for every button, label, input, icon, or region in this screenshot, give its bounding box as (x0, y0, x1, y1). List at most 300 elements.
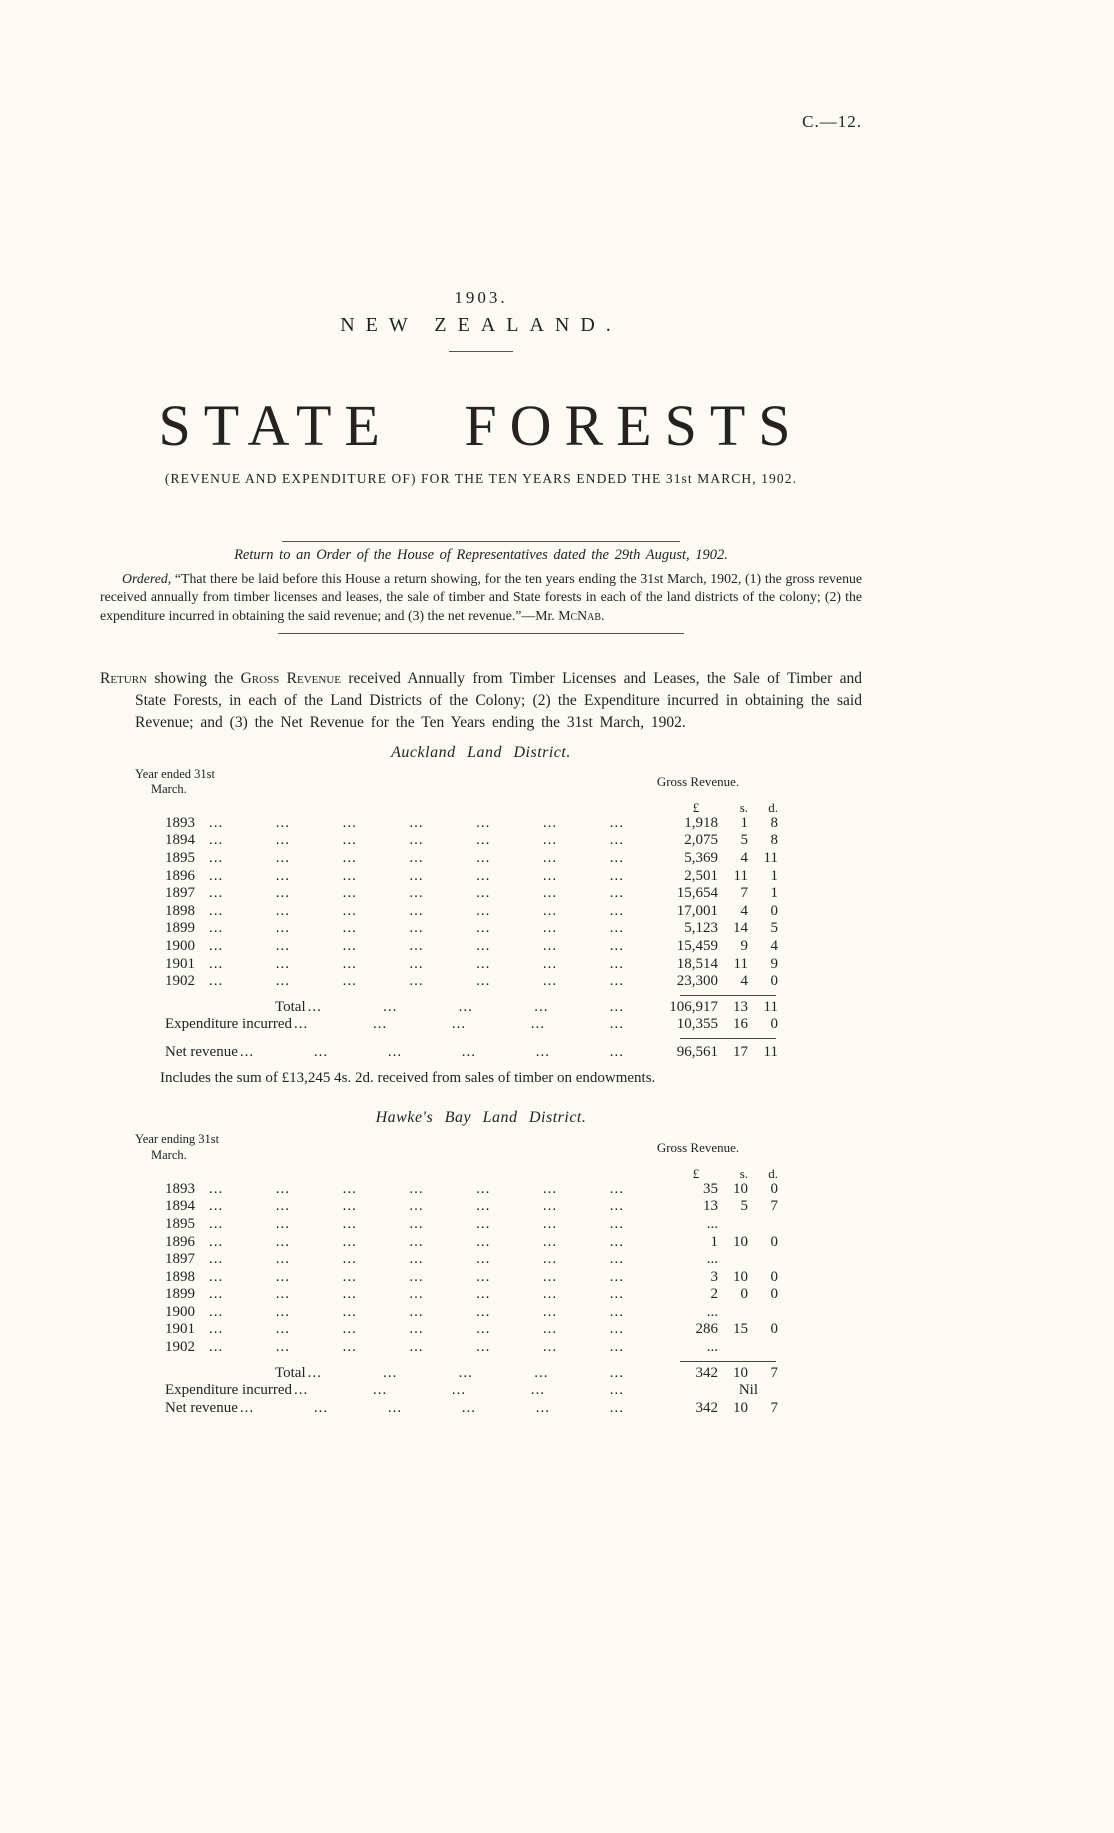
dot-group: ... (209, 1286, 224, 1303)
amount-pence: 11 (763, 998, 778, 1015)
return-rest: received Annually from Timber Licenses and Leases, the Sale of Timber and State Forests, in each of the Land Districts of the Colony; (2) the Expenditure incurred in obtaining the said Revenue; and (3) the Net Revenue for the Ten Years ending the 31st March, 1902. (135, 670, 863, 731)
dot-group: ... (275, 1180, 291, 1197)
amount-pence: 4 (770, 937, 778, 954)
dot-group: ... (275, 1286, 291, 1303)
dot-group: ... (535, 1399, 551, 1416)
year-label: 1897 (165, 885, 195, 902)
dot-group: ... (342, 1303, 357, 1320)
dot-group: ... (209, 955, 224, 972)
amount-pounds: 23,300 (676, 973, 718, 990)
amount-shillings: 16 (733, 1016, 748, 1033)
dot-group: ... (451, 1382, 467, 1399)
dot-leaders (207, 868, 640, 886)
dot-group: ... (476, 1339, 491, 1356)
dot-group: ... (409, 1339, 424, 1356)
dot-group: ... (209, 1303, 224, 1320)
amount-pounds: 3 (710, 1268, 718, 1285)
dot-group: ... (209, 867, 224, 884)
dot-group: ... (542, 920, 558, 937)
dot-group: ... (476, 1180, 491, 1197)
table-row (135, 956, 778, 974)
ordered-member-name: McNab (558, 607, 601, 623)
dot-group: ... (342, 955, 357, 972)
year-label: 1896 (165, 1233, 195, 1250)
dot-leaders (292, 1382, 640, 1400)
dot-group: ... (542, 814, 558, 831)
dot-group: ... (383, 998, 398, 1015)
dot-group: ... (275, 1268, 291, 1285)
total-row (135, 999, 778, 1017)
amount-pounds: 13 (703, 1198, 718, 1215)
section-rule-2 (278, 633, 684, 634)
dot-group: ... (275, 1233, 291, 1250)
dot-group: ... (609, 1043, 624, 1060)
table-row (135, 1198, 778, 1216)
net-revenue-row (135, 1400, 778, 1418)
dot-group: ... (530, 1016, 546, 1033)
table-row (135, 1286, 778, 1304)
amount-pounds: 15,459 (676, 937, 718, 954)
dot-group: ... (275, 832, 291, 849)
year-column-line2: March. (151, 1148, 187, 1163)
dot-group: ... (342, 814, 357, 831)
hawkes-bay-revenue-table (135, 1132, 778, 1417)
dot-group: ... (476, 867, 491, 884)
year-label: 1898 (165, 902, 195, 919)
dot-group: ... (372, 1382, 388, 1399)
amount-pounds: 2,075 (684, 832, 718, 849)
table-row (135, 1216, 778, 1234)
dot-group: ... (542, 1233, 558, 1250)
table-row (135, 1339, 778, 1357)
amount-pounds: ... (706, 1251, 718, 1268)
dot-group: ... (275, 1339, 291, 1356)
gross-revenue-header: Gross Revenue. (656, 774, 740, 790)
dot-group: ... (542, 867, 558, 884)
amount-shillings: 5 (740, 832, 748, 849)
amount-shillings: 5 (740, 1198, 748, 1215)
amount-pounds: ... (706, 1339, 718, 1356)
dot-group: ... (476, 902, 491, 919)
expenditure-row (135, 1382, 778, 1400)
year-label: 1900 (165, 1303, 195, 1320)
dot-leaders (207, 1234, 640, 1252)
dot-group: ... (307, 998, 322, 1015)
order-heading: Return to an Order of the House of Representatives dated the 29th August, 1902. (234, 547, 728, 563)
dot-group: ... (609, 1180, 624, 1197)
table-body (135, 815, 778, 991)
amount-pounds: 10,355 (676, 1016, 718, 1033)
year-label: 1894 (165, 832, 195, 849)
dot-leaders (207, 1304, 640, 1322)
country-heading: NEW ZEALAND. (340, 314, 622, 336)
dot-leaders (207, 956, 640, 974)
dot-group: ... (209, 885, 224, 902)
dot-group: ... (275, 867, 291, 884)
amount-pounds: ... (706, 1215, 718, 1232)
amount-pounds: ... (706, 1303, 718, 1320)
dot-group: ... (451, 1016, 467, 1033)
table-row (135, 938, 778, 956)
dot-group: ... (342, 1233, 357, 1250)
amount-pence: 11 (763, 849, 778, 866)
amount-pence: 8 (770, 814, 778, 831)
dot-group: ... (461, 1043, 477, 1060)
amount-pence: 0 (770, 1286, 778, 1303)
dot-group: ... (342, 937, 357, 954)
dot-leaders (207, 1339, 640, 1357)
dot-group: ... (534, 998, 549, 1015)
pence-header: d. (768, 1165, 778, 1181)
dot-group: ... (409, 937, 424, 954)
dot-group: ... (476, 1233, 491, 1250)
amount-shillings: 10 (733, 1364, 748, 1381)
year-label: 1902 (165, 1339, 195, 1356)
amount-shillings: 14 (733, 920, 748, 937)
page-title: STATE FORESTS (158, 393, 804, 458)
amount-shillings: 11 (733, 955, 748, 972)
year-label: 1902 (165, 973, 195, 990)
dot-group: ... (209, 902, 224, 919)
dot-leaders (207, 1321, 640, 1339)
year-column-header (135, 1132, 219, 1163)
dot-group: ... (275, 1303, 291, 1320)
year-label: 1897 (165, 1251, 195, 1268)
net-revenue-row (135, 1044, 778, 1062)
dot-group: ... (209, 1321, 224, 1338)
dot-group: ... (609, 1286, 624, 1303)
currency-header-row (135, 1166, 778, 1181)
dot-group: ... (609, 1233, 624, 1250)
dot-group: ... (209, 973, 224, 990)
ordered-body: “That there be laid before this House a return showing, for the ten years ending the 31st March, 1902, (1) the gross revenue received annually from timber licenses and leases, the sale of timber and State forests in each of the land districts of the colony; (2) the expenditure incurred in obtaining the said revenue; and (3) the net revenue.”—Mr. (100, 571, 862, 623)
year-label: 1895 (165, 849, 195, 866)
dot-group: ... (409, 814, 424, 831)
dot-group: ... (609, 885, 624, 902)
document-reference: C.—12. (802, 112, 862, 131)
table-row (135, 1304, 778, 1322)
pounds-header: £ (692, 1165, 700, 1181)
auckland-revenue-table (135, 767, 778, 1062)
dot-leaders (207, 938, 640, 956)
amount-shillings: 13 (733, 998, 748, 1015)
dot-group: ... (458, 998, 473, 1015)
district-heading-hawkes-bay: Hawke's Bay Land District. (375, 1109, 587, 1127)
pence-header: d. (768, 799, 778, 815)
dot-group: ... (609, 867, 624, 884)
table-row (135, 832, 778, 850)
net-rule (680, 1038, 776, 1039)
dot-leaders (207, 885, 640, 903)
dot-group: ... (294, 1016, 309, 1033)
dot-leaders (306, 999, 640, 1017)
amount-pounds: 1 (710, 1233, 718, 1250)
dot-group: ... (458, 1364, 473, 1381)
year-label: 1901 (165, 1321, 195, 1338)
dot-group: ... (476, 814, 491, 831)
amount-pence: 0 (770, 1321, 778, 1338)
dot-group: ... (409, 1251, 424, 1268)
dot-group: ... (534, 1364, 549, 1381)
dot-group: ... (542, 955, 558, 972)
dot-group: ... (609, 998, 624, 1015)
dot-group: ... (342, 973, 357, 990)
dot-group: ... (342, 1339, 357, 1356)
short-rule (449, 351, 513, 352)
dot-group: ... (609, 1382, 624, 1399)
amount-pence: 1 (770, 885, 778, 902)
year-label: 1899 (165, 920, 195, 937)
dot-leaders (207, 1269, 640, 1287)
year-label: 1898 (165, 1268, 195, 1285)
dot-leaders (207, 1181, 640, 1199)
amount-pounds: 342 (695, 1399, 718, 1416)
page-subtitle: (REVENUE AND EXPENDITURE OF) FOR THE TEN YEARS ENDED THE 31st MARCH, 1902. (164, 471, 798, 486)
dot-group: ... (542, 1251, 558, 1268)
dot-group: ... (342, 902, 357, 919)
total-rule (680, 995, 776, 996)
dot-leaders (207, 903, 640, 921)
amount-pounds: 5,369 (684, 849, 718, 866)
dot-group: ... (275, 902, 291, 919)
dot-group: ... (609, 1303, 624, 1320)
dot-group: ... (275, 973, 291, 990)
dot-group: ... (476, 937, 491, 954)
amount-pounds: 5,123 (684, 920, 718, 937)
dot-group: ... (209, 1268, 224, 1285)
dot-group: ... (476, 1321, 491, 1338)
dot-group: ... (209, 849, 224, 866)
dot-group: ... (409, 885, 424, 902)
dot-group: ... (275, 955, 291, 972)
dot-group: ... (542, 1198, 558, 1215)
table-row (135, 903, 778, 921)
dot-group: ... (275, 1198, 291, 1215)
amount-shillings: 17 (733, 1043, 748, 1060)
hawkes-bay-district-section (100, 1109, 862, 1417)
amount-pence: 0 (770, 1268, 778, 1285)
dot-group: ... (542, 1268, 558, 1285)
gross-revenue-header: Gross Revenue. (656, 1140, 740, 1156)
dot-group: ... (342, 1180, 357, 1197)
amount-shillings: 11 (733, 867, 748, 884)
dot-group: ... (476, 849, 491, 866)
dot-group: ... (476, 1251, 491, 1268)
dot-group: ... (476, 832, 491, 849)
dot-leaders (207, 850, 640, 868)
year-label: 1900 (165, 937, 195, 954)
expenditure-label: Expenditure incurred (165, 1382, 293, 1399)
amount-shillings: 0 (740, 1286, 748, 1303)
dot-leaders (207, 1286, 640, 1304)
dot-group: ... (542, 832, 558, 849)
dot-group: ... (530, 1382, 546, 1399)
dot-group: ... (275, 1321, 291, 1338)
session-year-heading: 1903. (454, 288, 508, 307)
table-row (135, 815, 778, 833)
table-row (135, 1321, 778, 1339)
amount-pence: 11 (763, 1043, 778, 1060)
amount-pence: 0 (770, 1180, 778, 1197)
year-column-line1: Year ending 31st (135, 1132, 220, 1147)
dot-group: ... (342, 1251, 357, 1268)
dot-group: ... (342, 1286, 357, 1303)
dot-group: ... (342, 1198, 357, 1215)
dot-group: ... (461, 1399, 477, 1416)
dot-group: ... (342, 885, 357, 902)
year-column-line1: Year ended 31st (135, 766, 215, 781)
table-row (135, 868, 778, 886)
dot-group: ... (476, 1286, 491, 1303)
dot-leaders (292, 1016, 640, 1034)
total-label: Total (275, 1364, 306, 1381)
year-label: 1901 (165, 955, 195, 972)
table-row (135, 850, 778, 868)
year-label: 1899 (165, 1286, 195, 1303)
dot-group: ... (409, 832, 424, 849)
amount-pence: 0 (770, 902, 778, 919)
shillings-header: s. (739, 799, 748, 815)
amount-shillings: 1 (740, 814, 748, 831)
year-label: 1896 (165, 867, 195, 884)
dot-group: ... (313, 1043, 329, 1060)
amount-shillings: 10 (733, 1268, 748, 1285)
dot-group: ... (609, 955, 624, 972)
dot-group: ... (476, 885, 491, 902)
dot-group: ... (275, 849, 291, 866)
dot-group: ... (609, 1399, 624, 1416)
dot-group: ... (535, 1043, 551, 1060)
amount-shillings: 15 (733, 1321, 748, 1338)
year-label: 1893 (165, 814, 195, 831)
dot-group: ... (609, 1364, 624, 1381)
dot-group: ... (209, 832, 224, 849)
dot-group: ... (542, 1286, 558, 1303)
dot-group: ... (409, 1321, 424, 1338)
amount-shillings: 4 (740, 902, 748, 919)
dot-group: ... (275, 814, 291, 831)
dot-group: ... (609, 937, 624, 954)
dot-group: ... (383, 1364, 398, 1381)
return-paragraph (100, 668, 862, 733)
dot-group: ... (387, 1399, 403, 1416)
amount-pounds: 18,514 (676, 955, 718, 972)
dot-group: ... (342, 920, 357, 937)
pounds-header: £ (692, 799, 700, 815)
table-header (135, 1132, 778, 1163)
dot-leaders (207, 1216, 640, 1234)
amount-shillings: 4 (740, 849, 748, 866)
table-header (135, 767, 778, 798)
amount-pounds: 342 (695, 1364, 718, 1381)
year-label: 1895 (165, 1215, 195, 1232)
expenditure-row (135, 1016, 778, 1034)
dot-group: ... (209, 1251, 224, 1268)
amount-pounds: 96,561 (676, 1043, 718, 1060)
ordered-paragraph (100, 570, 862, 625)
net-revenue-label: Net revenue (165, 1399, 238, 1416)
table-row (135, 1234, 778, 1252)
dot-group: ... (609, 920, 624, 937)
dot-group: ... (609, 1016, 624, 1033)
dot-group: ... (409, 920, 424, 937)
year-label: 1894 (165, 1198, 195, 1215)
amount-pounds: 35 (703, 1180, 718, 1197)
dot-group: ... (275, 920, 291, 937)
dot-group: ... (609, 1339, 624, 1356)
table-row (135, 1181, 778, 1199)
dot-group: ... (409, 1215, 424, 1232)
dot-group: ... (542, 1215, 558, 1232)
dot-leaders (306, 1365, 640, 1383)
dot-group: ... (342, 832, 357, 849)
dot-group: ... (476, 1268, 491, 1285)
dot-group: ... (313, 1399, 329, 1416)
dot-group: ... (409, 955, 424, 972)
dot-group: ... (275, 885, 291, 902)
dot-group: ... (542, 849, 558, 866)
district-heading-auckland: Auckland Land District. (391, 743, 571, 761)
dot-leaders (207, 1251, 640, 1269)
dot-group: ... (275, 937, 291, 954)
dot-group: ... (409, 1303, 424, 1320)
dot-group: ... (609, 1251, 624, 1268)
amount-pence: 7 (770, 1364, 778, 1381)
dot-group: ... (387, 1043, 403, 1060)
table-row (135, 1251, 778, 1269)
dot-group: ... (609, 849, 624, 866)
dot-group: ... (409, 849, 424, 866)
dot-group: ... (209, 1339, 224, 1356)
dot-group: ... (342, 1215, 357, 1232)
dot-group: ... (409, 973, 424, 990)
ordered-lead: Ordered, (122, 571, 172, 586)
year-column-line2: March. (151, 782, 187, 797)
total-rule (680, 1361, 776, 1362)
total-row (135, 1365, 778, 1383)
dot-group: ... (409, 1180, 424, 1197)
return-gross-revenue: Gross Revenue (240, 670, 341, 688)
amount-pence: 0 (770, 1233, 778, 1250)
amount-pence: 9 (770, 955, 778, 972)
dot-group: ... (409, 902, 424, 919)
amount-pence: 7 (770, 1399, 778, 1416)
dot-group: ... (476, 1215, 491, 1232)
dot-group: ... (542, 1339, 558, 1356)
net-revenue-label: Net revenue (165, 1043, 238, 1060)
amount-pounds: 106,917 (669, 998, 718, 1015)
dot-group: ... (209, 1215, 224, 1232)
dot-group: ... (476, 955, 491, 972)
amount-pence: 5 (770, 920, 778, 937)
dot-group: ... (609, 814, 624, 831)
dot-group: ... (275, 1251, 291, 1268)
expenditure-label: Expenditure incurred (165, 1016, 293, 1033)
dot-group: ... (209, 920, 224, 937)
dot-group: ... (307, 1364, 322, 1381)
dot-group: ... (239, 1043, 255, 1060)
amount-pence: 0 (770, 1016, 778, 1033)
amount-shillings: 10 (733, 1233, 748, 1250)
ordered-end: . (601, 607, 605, 623)
dot-leaders (207, 832, 640, 850)
amount-pounds: 2 (710, 1286, 718, 1303)
dot-leaders (207, 920, 640, 938)
amount-pence: 8 (770, 832, 778, 849)
table-body (135, 1181, 778, 1357)
dot-group: ... (409, 867, 424, 884)
amount-pounds: 2,501 (684, 867, 718, 884)
